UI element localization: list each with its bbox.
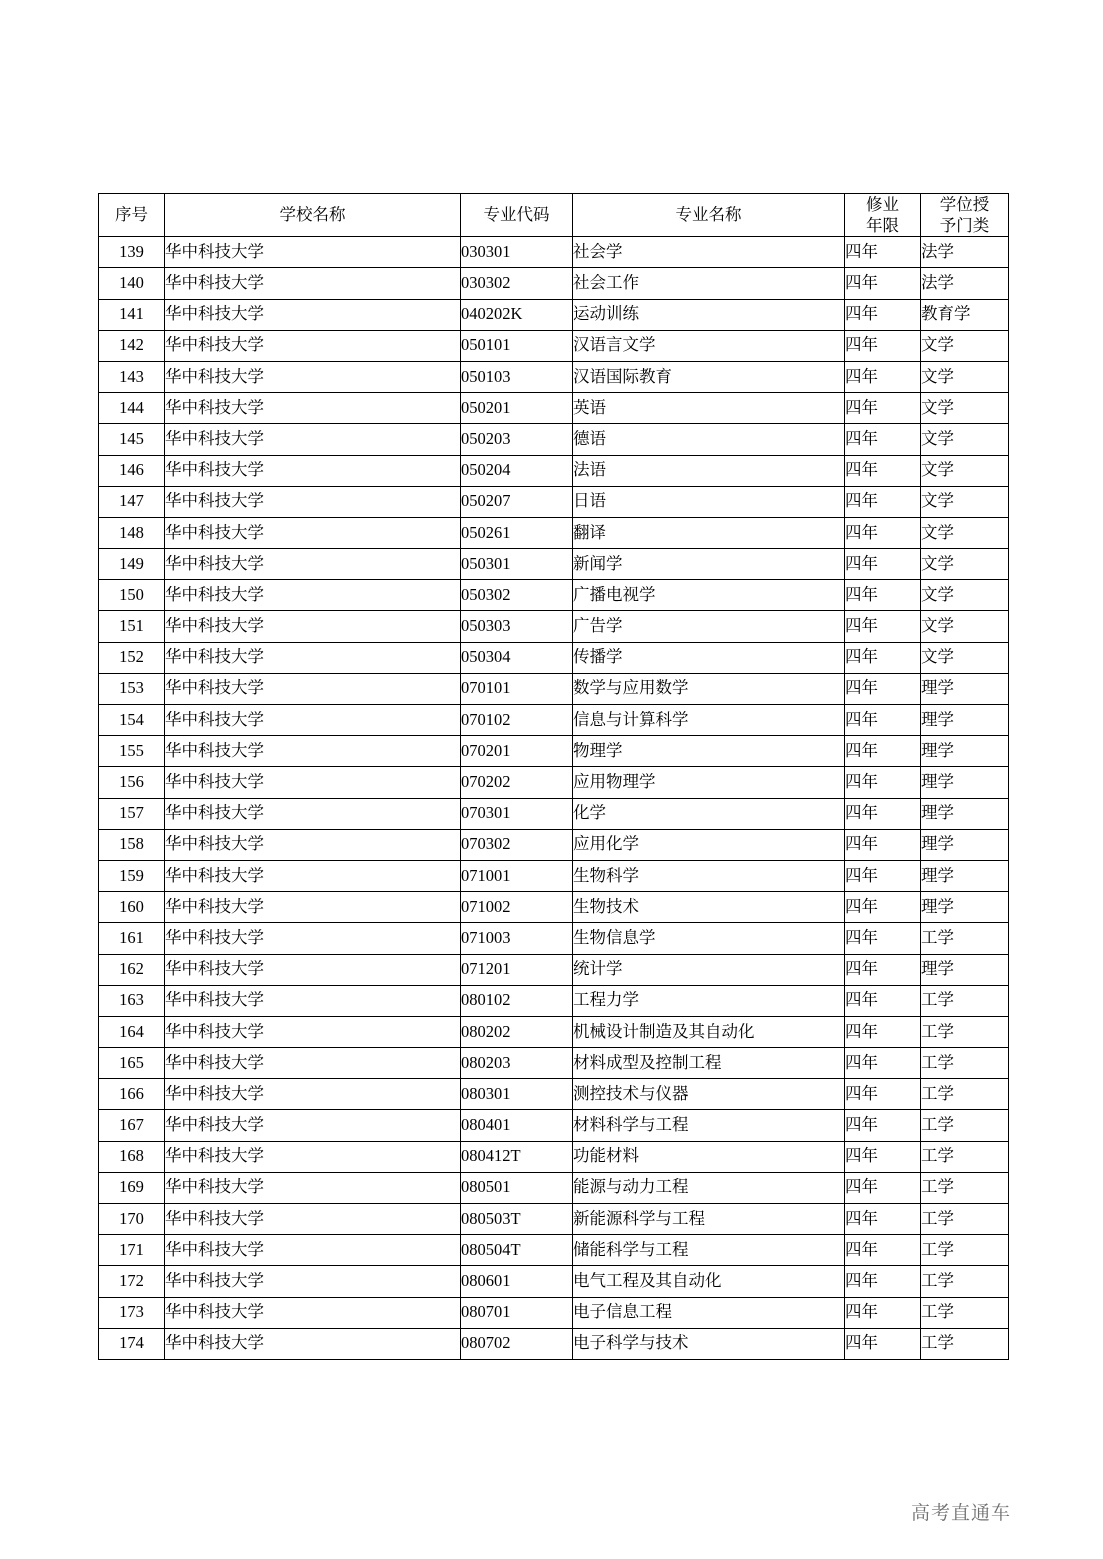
- table-row: [99, 580, 1009, 611]
- cell-serial-number: 141: [99, 299, 165, 330]
- cell-study-years: 四年: [845, 361, 921, 392]
- cell-degree-category: 文学: [921, 424, 1009, 455]
- cell-major-name: 信息与计算科学: [573, 705, 845, 736]
- cell-major-code: 050304: [461, 642, 573, 673]
- cell-serial-number: 174: [99, 1328, 165, 1359]
- cell-serial-number: 165: [99, 1048, 165, 1079]
- cell-serial-number: 170: [99, 1204, 165, 1235]
- cell-major-code: 050302: [461, 580, 573, 611]
- cell-degree-category: 工学: [921, 1141, 1009, 1172]
- table-row: [99, 1079, 1009, 1110]
- cell-degree-category: 文学: [921, 393, 1009, 424]
- cell-degree-category: 理学: [921, 673, 1009, 704]
- cell-degree-category: 理学: [921, 705, 1009, 736]
- column-header-years-line2: 年限: [866, 216, 899, 236]
- cell-study-years: 四年: [845, 1172, 921, 1203]
- cell-serial-number: 168: [99, 1141, 165, 1172]
- cell-study-years: 四年: [845, 642, 921, 673]
- cell-study-years: 四年: [845, 1016, 921, 1047]
- cell-serial-number: 156: [99, 767, 165, 798]
- table-row: [99, 829, 1009, 860]
- cell-degree-category: 文学: [921, 455, 1009, 486]
- cell-degree-category: 工学: [921, 1172, 1009, 1203]
- cell-study-years: 四年: [845, 1235, 921, 1266]
- cell-serial-number: 159: [99, 860, 165, 891]
- column-header-degree-line2: 予门类: [939, 216, 990, 236]
- cell-major-code: 080202: [461, 1016, 573, 1047]
- cell-school-name: 华中科技大学: [165, 1016, 461, 1047]
- cell-major-name: 生物科学: [573, 860, 845, 891]
- cell-study-years: 四年: [845, 268, 921, 299]
- cell-school-name: 华中科技大学: [165, 1141, 461, 1172]
- cell-school-name: 华中科技大学: [165, 736, 461, 767]
- cell-study-years: 四年: [845, 330, 921, 361]
- cell-major-code: 050103: [461, 361, 573, 392]
- table-row: [99, 237, 1009, 268]
- cell-major-code: 080503T: [461, 1204, 573, 1235]
- cell-major-name: 汉语国际教育: [573, 361, 845, 392]
- cell-study-years: 四年: [845, 1110, 921, 1141]
- cell-study-years: 四年: [845, 1328, 921, 1359]
- cell-serial-number: 147: [99, 486, 165, 517]
- cell-degree-category: 工学: [921, 1079, 1009, 1110]
- table-row: [99, 673, 1009, 704]
- cell-major-code: 080501: [461, 1172, 573, 1203]
- cell-serial-number: 160: [99, 892, 165, 923]
- cell-degree-category: 文学: [921, 642, 1009, 673]
- cell-serial-number: 149: [99, 549, 165, 580]
- cell-major-code: 070102: [461, 705, 573, 736]
- cell-school-name: 华中科技大学: [165, 1048, 461, 1079]
- column-header-code: 专业代码: [461, 194, 573, 237]
- cell-degree-category: 文学: [921, 517, 1009, 548]
- cell-school-name: 华中科技大学: [165, 767, 461, 798]
- major-list-table: [98, 193, 1009, 1360]
- cell-major-code: 071201: [461, 954, 573, 985]
- cell-school-name: 华中科技大学: [165, 1110, 461, 1141]
- cell-school-name: 华中科技大学: [165, 829, 461, 860]
- cell-school-name: 华中科技大学: [165, 1079, 461, 1110]
- cell-major-code: 070101: [461, 673, 573, 704]
- table-row: [99, 1016, 1009, 1047]
- cell-degree-category: 文学: [921, 580, 1009, 611]
- cell-degree-category: 理学: [921, 736, 1009, 767]
- major-list-table-container: [98, 193, 1008, 1360]
- cell-serial-number: 172: [99, 1266, 165, 1297]
- cell-degree-category: 文学: [921, 486, 1009, 517]
- column-header-school: 学校名称: [165, 194, 461, 237]
- cell-serial-number: 148: [99, 517, 165, 548]
- cell-school-name: 华中科技大学: [165, 455, 461, 486]
- cell-study-years: 四年: [845, 1297, 921, 1328]
- cell-major-code: 080301: [461, 1079, 573, 1110]
- cell-serial-number: 167: [99, 1110, 165, 1141]
- cell-serial-number: 153: [99, 673, 165, 704]
- cell-major-code: 030301: [461, 237, 573, 268]
- cell-major-code: 080504T: [461, 1235, 573, 1266]
- cell-major-name: 材料科学与工程: [573, 1110, 845, 1141]
- cell-serial-number: 140: [99, 268, 165, 299]
- table-row: [99, 1048, 1009, 1079]
- table-row: [99, 424, 1009, 455]
- table-row: [99, 1266, 1009, 1297]
- cell-major-name: 电子科学与技术: [573, 1328, 845, 1359]
- cell-school-name: 华中科技大学: [165, 424, 461, 455]
- cell-school-name: 华中科技大学: [165, 923, 461, 954]
- cell-major-name: 统计学: [573, 954, 845, 985]
- table-row: [99, 1328, 1009, 1359]
- cell-degree-category: 工学: [921, 1204, 1009, 1235]
- cell-major-name: 工程力学: [573, 985, 845, 1016]
- cell-degree-category: 工学: [921, 1016, 1009, 1047]
- cell-school-name: 华中科技大学: [165, 954, 461, 985]
- cell-serial-number: 173: [99, 1297, 165, 1328]
- cell-major-name: 传播学: [573, 642, 845, 673]
- cell-degree-category: 理学: [921, 798, 1009, 829]
- cell-degree-category: 教育学: [921, 299, 1009, 330]
- cell-school-name: 华中科技大学: [165, 268, 461, 299]
- cell-school-name: 华中科技大学: [165, 673, 461, 704]
- table-row: [99, 1297, 1009, 1328]
- cell-major-code: 071001: [461, 860, 573, 891]
- cell-school-name: 华中科技大学: [165, 1328, 461, 1359]
- cell-major-code: 070201: [461, 736, 573, 767]
- cell-major-name: 应用化学: [573, 829, 845, 860]
- cell-school-name: 华中科技大学: [165, 798, 461, 829]
- cell-school-name: 华中科技大学: [165, 299, 461, 330]
- cell-major-name: 广播电视学: [573, 580, 845, 611]
- cell-study-years: 四年: [845, 517, 921, 548]
- cell-degree-category: 理学: [921, 767, 1009, 798]
- cell-major-code: 050207: [461, 486, 573, 517]
- cell-degree-category: 工学: [921, 923, 1009, 954]
- cell-study-years: 四年: [845, 580, 921, 611]
- table-row: [99, 517, 1009, 548]
- table-row: [99, 767, 1009, 798]
- cell-study-years: 四年: [845, 860, 921, 891]
- cell-major-name: 翻译: [573, 517, 845, 548]
- cell-degree-category: 文学: [921, 611, 1009, 642]
- cell-major-name: 广告学: [573, 611, 845, 642]
- cell-study-years: 四年: [845, 923, 921, 954]
- cell-serial-number: 164: [99, 1016, 165, 1047]
- cell-major-name: 化学: [573, 798, 845, 829]
- cell-serial-number: 145: [99, 424, 165, 455]
- cell-major-name: 测控技术与仪器: [573, 1079, 845, 1110]
- cell-school-name: 华中科技大学: [165, 892, 461, 923]
- cell-serial-number: 146: [99, 455, 165, 486]
- cell-study-years: 四年: [845, 985, 921, 1016]
- cell-study-years: 四年: [845, 892, 921, 923]
- cell-major-code: 070202: [461, 767, 573, 798]
- cell-major-code: 040202K: [461, 299, 573, 330]
- cell-serial-number: 163: [99, 985, 165, 1016]
- cell-major-code: 071003: [461, 923, 573, 954]
- table-row: [99, 268, 1009, 299]
- cell-major-name: 生物技术: [573, 892, 845, 923]
- cell-major-name: 新闻学: [573, 549, 845, 580]
- cell-major-name: 德语: [573, 424, 845, 455]
- cell-study-years: 四年: [845, 1266, 921, 1297]
- table-row: [99, 954, 1009, 985]
- cell-school-name: 华中科技大学: [165, 705, 461, 736]
- cell-major-code: 070301: [461, 798, 573, 829]
- column-header-name: 专业名称: [573, 194, 845, 237]
- cell-school-name: 华中科技大学: [165, 486, 461, 517]
- cell-school-name: 华中科技大学: [165, 361, 461, 392]
- cell-major-name: 应用物理学: [573, 767, 845, 798]
- column-header-years-line1: 修业: [866, 195, 899, 214]
- table-row: [99, 393, 1009, 424]
- cell-degree-category: 工学: [921, 985, 1009, 1016]
- cell-major-code: 050201: [461, 393, 573, 424]
- cell-major-name: 英语: [573, 393, 845, 424]
- cell-study-years: 四年: [845, 954, 921, 985]
- cell-major-code: 071002: [461, 892, 573, 923]
- cell-school-name: 华中科技大学: [165, 1266, 461, 1297]
- table-header: [99, 194, 1009, 237]
- cell-study-years: 四年: [845, 486, 921, 517]
- cell-study-years: 四年: [845, 736, 921, 767]
- cell-major-name: 材料成型及控制工程: [573, 1048, 845, 1079]
- cell-major-name: 生物信息学: [573, 923, 845, 954]
- cell-serial-number: 142: [99, 330, 165, 361]
- cell-school-name: 华中科技大学: [165, 1235, 461, 1266]
- cell-degree-category: 工学: [921, 1110, 1009, 1141]
- table-row: [99, 611, 1009, 642]
- cell-school-name: 华中科技大学: [165, 330, 461, 361]
- table-row: [99, 892, 1009, 923]
- cell-major-name: 电子信息工程: [573, 1297, 845, 1328]
- cell-serial-number: 162: [99, 954, 165, 985]
- cell-study-years: 四年: [845, 829, 921, 860]
- cell-school-name: 华中科技大学: [165, 237, 461, 268]
- cell-serial-number: 157: [99, 798, 165, 829]
- cell-school-name: 华中科技大学: [165, 1297, 461, 1328]
- cell-study-years: 四年: [845, 393, 921, 424]
- table-row: [99, 486, 1009, 517]
- cell-major-name: 电气工程及其自动化: [573, 1266, 845, 1297]
- cell-school-name: 华中科技大学: [165, 1204, 461, 1235]
- cell-school-name: 华中科技大学: [165, 517, 461, 548]
- cell-major-name: 汉语言文学: [573, 330, 845, 361]
- cell-study-years: 四年: [845, 455, 921, 486]
- cell-major-code: 050101: [461, 330, 573, 361]
- cell-serial-number: 144: [99, 393, 165, 424]
- table-body: [99, 237, 1009, 1360]
- table-row: [99, 330, 1009, 361]
- cell-major-code: 030302: [461, 268, 573, 299]
- watermark: 高考直通车: [910, 1502, 1011, 1524]
- cell-study-years: 四年: [845, 1048, 921, 1079]
- cell-major-name: 日语: [573, 486, 845, 517]
- cell-school-name: 华中科技大学: [165, 580, 461, 611]
- cell-serial-number: 154: [99, 705, 165, 736]
- cell-serial-number: 166: [99, 1079, 165, 1110]
- cell-serial-number: 150: [99, 580, 165, 611]
- cell-serial-number: 171: [99, 1235, 165, 1266]
- cell-study-years: 四年: [845, 705, 921, 736]
- cell-serial-number: 158: [99, 829, 165, 860]
- cell-study-years: 四年: [845, 673, 921, 704]
- cell-study-years: 四年: [845, 611, 921, 642]
- cell-serial-number: 161: [99, 923, 165, 954]
- table-row: [99, 1172, 1009, 1203]
- cell-major-code: 080701: [461, 1297, 573, 1328]
- cell-major-name: 数学与应用数学: [573, 673, 845, 704]
- table-row: [99, 923, 1009, 954]
- cell-major-code: 080203: [461, 1048, 573, 1079]
- table-row: [99, 1235, 1009, 1266]
- cell-degree-category: 理学: [921, 954, 1009, 985]
- column-header-degree: [921, 194, 1009, 237]
- cell-major-name: 储能科学与工程: [573, 1235, 845, 1266]
- cell-major-code: 080401: [461, 1110, 573, 1141]
- table-row: [99, 1110, 1009, 1141]
- cell-serial-number: 139: [99, 237, 165, 268]
- cell-degree-category: 法学: [921, 237, 1009, 268]
- cell-study-years: 四年: [845, 424, 921, 455]
- cell-school-name: 华中科技大学: [165, 1172, 461, 1203]
- table-row: [99, 1141, 1009, 1172]
- cell-major-name: 运动训练: [573, 299, 845, 330]
- cell-major-code: 070302: [461, 829, 573, 860]
- cell-serial-number: 151: [99, 611, 165, 642]
- cell-serial-number: 169: [99, 1172, 165, 1203]
- cell-degree-category: 文学: [921, 330, 1009, 361]
- cell-study-years: 四年: [845, 1079, 921, 1110]
- cell-degree-category: 工学: [921, 1328, 1009, 1359]
- cell-study-years: 四年: [845, 798, 921, 829]
- cell-study-years: 四年: [845, 1141, 921, 1172]
- cell-school-name: 华中科技大学: [165, 611, 461, 642]
- cell-major-code: 050301: [461, 549, 573, 580]
- cell-school-name: 华中科技大学: [165, 985, 461, 1016]
- cell-degree-category: 理学: [921, 892, 1009, 923]
- cell-major-name: 物理学: [573, 736, 845, 767]
- table-row: [99, 736, 1009, 767]
- table-row: [99, 361, 1009, 392]
- cell-study-years: 四年: [845, 299, 921, 330]
- cell-major-code: 080702: [461, 1328, 573, 1359]
- cell-major-code: 050303: [461, 611, 573, 642]
- cell-study-years: 四年: [845, 549, 921, 580]
- cell-degree-category: 理学: [921, 860, 1009, 891]
- table-row: [99, 642, 1009, 673]
- cell-school-name: 华中科技大学: [165, 393, 461, 424]
- table-header-row: [99, 194, 1009, 237]
- cell-degree-category: 工学: [921, 1048, 1009, 1079]
- table-row: [99, 705, 1009, 736]
- cell-study-years: 四年: [845, 237, 921, 268]
- cell-major-code: 050203: [461, 424, 573, 455]
- table-row: [99, 455, 1009, 486]
- cell-degree-category: 工学: [921, 1266, 1009, 1297]
- cell-school-name: 华中科技大学: [165, 860, 461, 891]
- cell-degree-category: 文学: [921, 549, 1009, 580]
- cell-serial-number: 155: [99, 736, 165, 767]
- table-row: [99, 299, 1009, 330]
- cell-major-name: 法语: [573, 455, 845, 486]
- cell-major-code: 080412T: [461, 1141, 573, 1172]
- cell-major-name: 功能材料: [573, 1141, 845, 1172]
- cell-school-name: 华中科技大学: [165, 642, 461, 673]
- column-header-degree-line1: 学位授: [939, 195, 990, 214]
- table-row: [99, 798, 1009, 829]
- cell-degree-category: 工学: [921, 1297, 1009, 1328]
- cell-major-code: 080102: [461, 985, 573, 1016]
- table-row: [99, 549, 1009, 580]
- cell-major-name: 社会学: [573, 237, 845, 268]
- cell-degree-category: 理学: [921, 829, 1009, 860]
- cell-degree-category: 文学: [921, 361, 1009, 392]
- table-row: [99, 860, 1009, 891]
- cell-serial-number: 152: [99, 642, 165, 673]
- cell-degree-category: 工学: [921, 1235, 1009, 1266]
- column-header-years: [845, 194, 921, 237]
- cell-serial-number: 143: [99, 361, 165, 392]
- cell-major-code: 050204: [461, 455, 573, 486]
- cell-study-years: 四年: [845, 767, 921, 798]
- cell-major-name: 能源与动力工程: [573, 1172, 845, 1203]
- cell-major-code: 050261: [461, 517, 573, 548]
- cell-school-name: 华中科技大学: [165, 549, 461, 580]
- cell-major-name: 机械设计制造及其自动化: [573, 1016, 845, 1047]
- cell-major-name: 新能源科学与工程: [573, 1204, 845, 1235]
- table-row: [99, 1204, 1009, 1235]
- cell-degree-category: 法学: [921, 268, 1009, 299]
- table-row: [99, 985, 1009, 1016]
- cell-major-name: 社会工作: [573, 268, 845, 299]
- column-header-no: 序号: [99, 194, 165, 237]
- cell-study-years: 四年: [845, 1204, 921, 1235]
- cell-major-code: 080601: [461, 1266, 573, 1297]
